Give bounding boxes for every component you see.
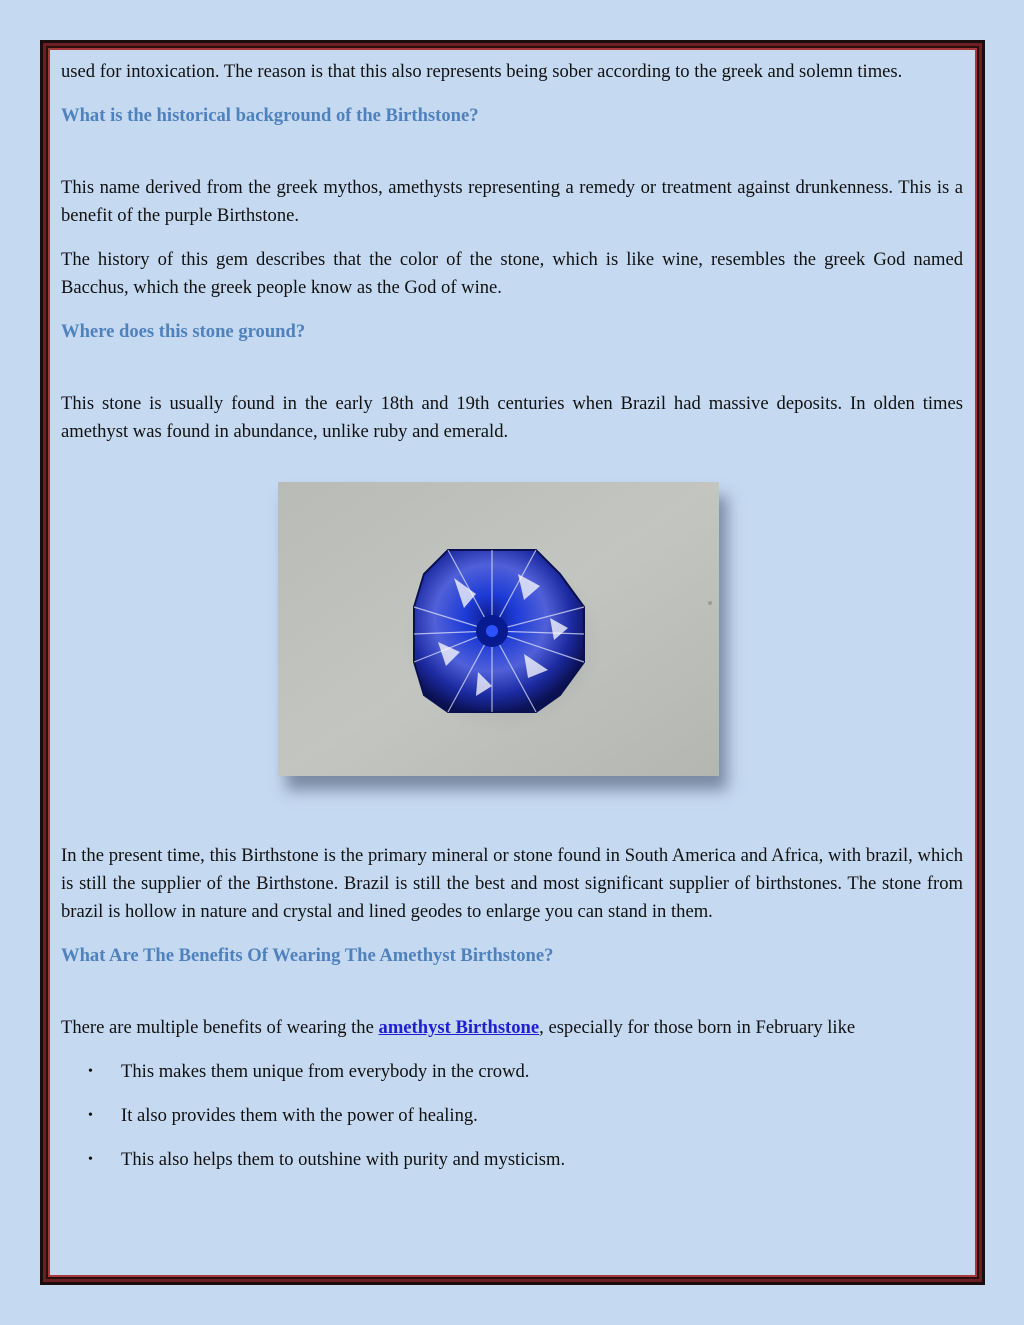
benefits-text-before: There are multiple benefits of wearing the [61,1017,379,1038]
list-item-text: This also helps them to outshine with purity and mysticism. [121,1149,566,1170]
benefits-text-after: , especially for those born in February like [539,1017,856,1038]
benefits-paragraph [61,1014,963,1042]
amethyst-photo [278,482,719,776]
benefits-list [61,1058,963,1174]
benefits-heading: What Are The Benefits Of Wearing The Amethyst Birthstone? [61,945,554,966]
intro-paragraph: used for intoxication. The reason is that this also represents being sober according to the greek and solemn times. [61,61,903,82]
ground-paragraph: This stone is usually found in the early 18th and 19th centuries when Brazil had massive deposits. In olden times amethyst was found in abundance, unlike ruby and emerald. [61,393,963,442]
article-content [61,58,963,1190]
history-paragraph-1: This name derived from the greek mythos, amethysts representing a remedy or treatment against drunkenness. This is a benefit of the purple Birthstone. [61,177,963,226]
present-paragraph: In the present time, this Birthstone is the primary mineral or stone found in South America and Africa, with brazil, which is still the supplier of the Birthstone. Brazil is still the best and most significant supplier of birthstones. The stone from brazil is hollow in nature and crystal and lined geodes to enlarge you can stand in them. [61,845,963,922]
amethyst-birthstone-link[interactable]: amethyst Birthstone [378,1017,540,1038]
bullet-icon: • [88,1064,93,1079]
list-item [61,1102,963,1130]
list-item-text: This makes them unique from everybody in the crowd. [121,1061,530,1082]
ground-heading: Where does this stone ground? [61,321,306,342]
gemstone-image [278,482,719,776]
list-item [61,1146,963,1174]
list-item [61,1058,963,1086]
list-item-text: It also provides them with the power of healing. [121,1105,478,1126]
bullet-icon: • [88,1108,93,1123]
history-paragraph-2: The history of this gem describes that the color of the stone, which is like wine, resembles the greek God named Bacchus, which the greek people know as the God of wine. [61,249,963,298]
history-heading: What is the historical background of the Birthstone? [61,105,479,126]
bullet-icon: • [88,1152,93,1167]
